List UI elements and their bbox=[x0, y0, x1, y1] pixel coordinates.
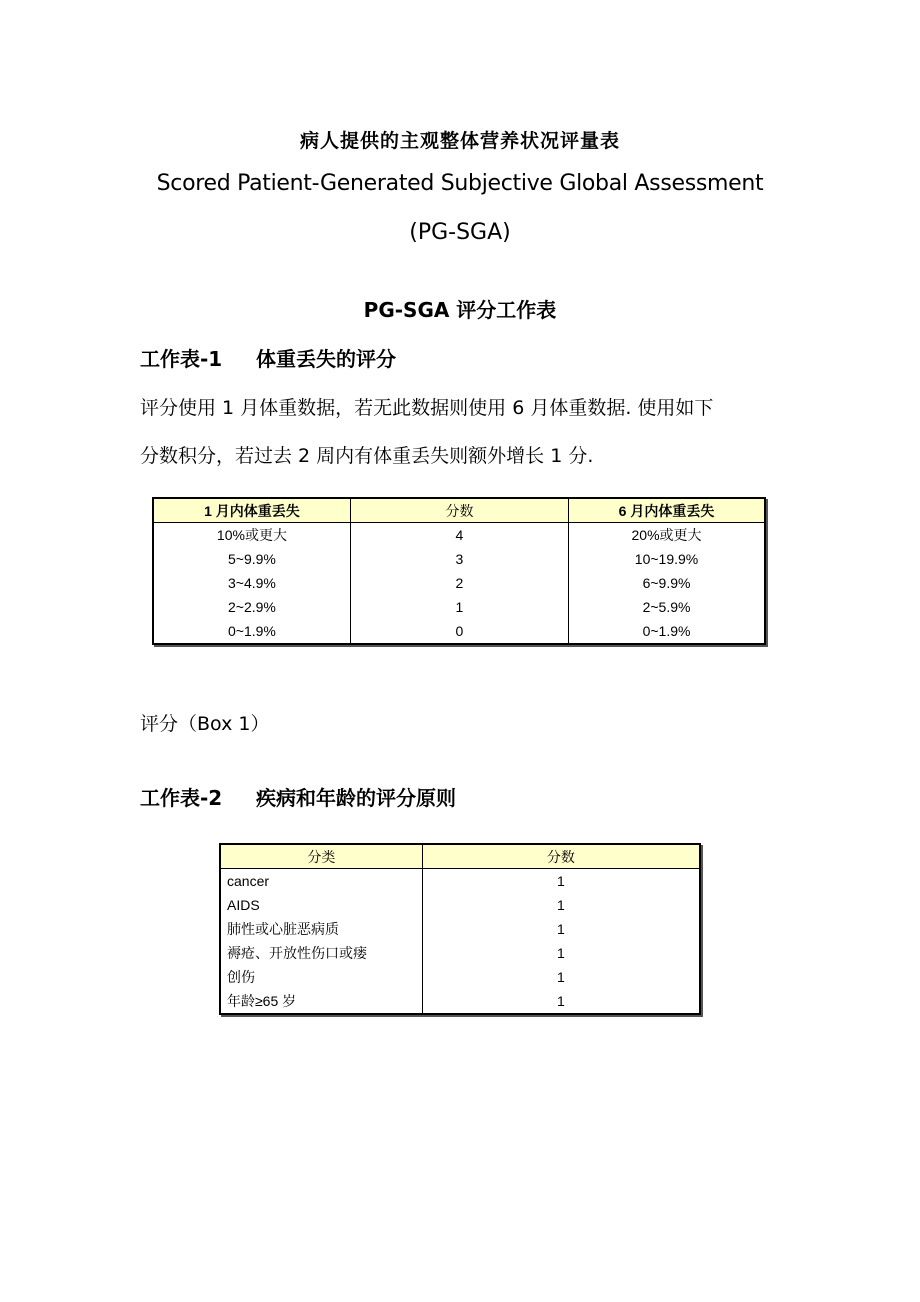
table-header-row bbox=[220, 844, 700, 869]
table-cell: 1 bbox=[422, 941, 700, 965]
table-cell: cancer bbox=[220, 869, 422, 894]
section-heading-ws1 bbox=[140, 343, 396, 372]
table-cell: 肺性或心脏恶病质 bbox=[220, 917, 422, 941]
instruction-line-1: 评分使用 1 月体重数据，若无此数据则使用 6 月体重数据. 使用如下 bbox=[140, 397, 714, 419]
worksheet-title: PG-SGA 评分工作表 bbox=[363, 298, 557, 322]
table-cell: 4 bbox=[350, 523, 568, 548]
table-row bbox=[220, 941, 700, 965]
disease-age-table bbox=[219, 843, 701, 1015]
table-cell: 褥疮、开放性伤口或瘘 bbox=[220, 941, 422, 965]
table-cell: 5~9.9% bbox=[153, 547, 350, 571]
table-cell: 2 bbox=[350, 571, 568, 595]
table-cell: 1 bbox=[422, 893, 700, 917]
table-cell: 创伤 bbox=[220, 965, 422, 989]
page-title-chinese: 病人提供的主观整体营养状况评量表 bbox=[299, 130, 620, 152]
table-cell: 3 bbox=[350, 547, 568, 571]
table-row bbox=[153, 523, 765, 548]
column-header: 分数 bbox=[422, 844, 700, 869]
table-cell: 0 bbox=[350, 619, 568, 644]
table-cell: 20%或更大 bbox=[569, 523, 765, 548]
table-cell: 2~5.9% bbox=[569, 595, 765, 619]
table-row bbox=[220, 965, 700, 989]
table-row bbox=[220, 893, 700, 917]
table-header-row bbox=[153, 498, 765, 523]
column-header: 6 月内体重丢失 bbox=[569, 498, 765, 523]
table-cell: 10%或更大 bbox=[153, 523, 350, 548]
table-cell: AIDS bbox=[220, 893, 422, 917]
table-cell: 10~19.9% bbox=[569, 547, 765, 571]
table-row bbox=[153, 547, 765, 571]
table-cell: 6~9.9% bbox=[569, 571, 765, 595]
table-cell: 1 bbox=[422, 917, 700, 941]
table-row bbox=[220, 869, 700, 894]
table-cell: 3~4.9% bbox=[153, 571, 350, 595]
table-cell: 0~1.9% bbox=[569, 619, 765, 644]
table-cell: 0~1.9% bbox=[153, 619, 350, 644]
section-title: 疾病和年龄的评分原则 bbox=[256, 786, 456, 810]
weight-loss-table bbox=[152, 497, 766, 645]
page-title-english: Scored Patient-Generated Subjective Global Assessment bbox=[156, 171, 764, 196]
table-cell: 1 bbox=[422, 965, 700, 989]
column-header: 1 月内体重丢失 bbox=[153, 498, 350, 523]
section-title: 体重丢失的评分 bbox=[256, 347, 396, 371]
table-row bbox=[153, 571, 765, 595]
table-row bbox=[220, 917, 700, 941]
column-header: 分类 bbox=[220, 844, 422, 869]
score-box-label: 评分（Box 1） bbox=[140, 713, 270, 735]
page-title-abbreviation: (PG-SGA) bbox=[409, 220, 511, 245]
table-cell: 年龄≥65 岁 bbox=[220, 989, 422, 1014]
section-number: 工作表-2 bbox=[140, 786, 223, 810]
table-cell: 2~2.9% bbox=[153, 595, 350, 619]
table-cell: 1 bbox=[422, 989, 700, 1014]
table-cell: 1 bbox=[350, 595, 568, 619]
instruction-line-2: 分数积分，若过去 2 周内有体重丢失则额外增长 1 分. bbox=[140, 445, 594, 467]
table-row bbox=[153, 619, 765, 644]
column-header: 分数 bbox=[350, 498, 568, 523]
table-row bbox=[220, 989, 700, 1014]
table-row bbox=[153, 595, 765, 619]
table-cell: 1 bbox=[422, 869, 700, 894]
section-heading-ws2 bbox=[140, 782, 456, 811]
section-number: 工作表-1 bbox=[140, 347, 223, 371]
